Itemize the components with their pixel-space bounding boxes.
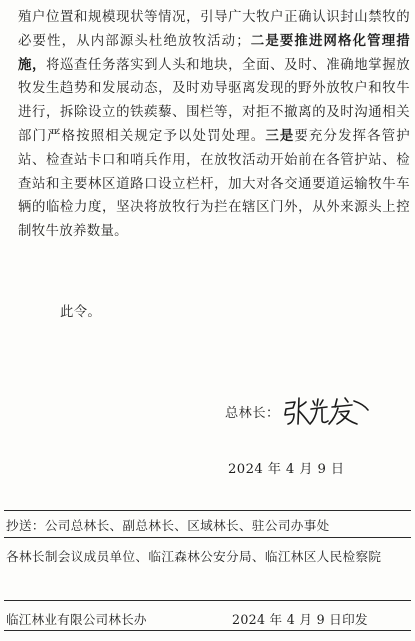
cc-line-1: 抄送：公司总林长、副总林长、区域林长、驻公司办事处 — [6, 518, 330, 533]
signer-label: 总林长： — [225, 405, 280, 421]
divider-footer-top — [4, 600, 411, 601]
print-date: 2024 年 4 月 9 日印发 — [232, 612, 368, 627]
signature-date: 2024 年 4 月 9 日 — [228, 462, 345, 477]
body-paragraph — [18, 6, 410, 244]
body-text-part3: 要充分发挥各管护站、检查站卡口和哨兵作用，在放牧活动开始前在各管护站、检查站和主要林区道路口设立栏杆，加大对各交通要道运输牧牛车辆的临检力度，坚决将放牧行为拦在辖区门外，从外来源头上控制牧牛放养数量。 — [18, 128, 410, 240]
closing-text: 此令。 — [60, 305, 102, 320]
point-two-heading: 二是要推进网格化管理措施， — [18, 32, 410, 73]
handwritten-signature — [282, 393, 370, 429]
divider-bottom — [4, 630, 411, 631]
cc-line-2: 各林长制会议成员单位、临江森林公安分局、临江林区人民检察院 — [6, 549, 382, 564]
divider-cc-middle — [4, 537, 411, 538]
issuing-office: 临江林业有限公司林长办 — [6, 612, 147, 627]
point-three-heading: 三是 — [265, 127, 295, 144]
signer-block — [225, 393, 370, 429]
body-text-part1: 殖户位置和规模现状等情况，引导广大牧户正确认识封山禁牧的必要性，从内部源头杜绝放牧活动； — [18, 10, 410, 49]
divider-top — [4, 510, 411, 511]
body-text-part2: 将巡查任务落实到人头和地块，全面、及时、准确地掌握放牧发生趋势和发展动态，及时劝导驱离发现的野外放牧户和牧牛进行，拆除设立的铁蒺藜、围栏等，对拒不撤离的及时沟通相关部门严格按照相关规定予以处罚处理。 — [18, 57, 410, 144]
